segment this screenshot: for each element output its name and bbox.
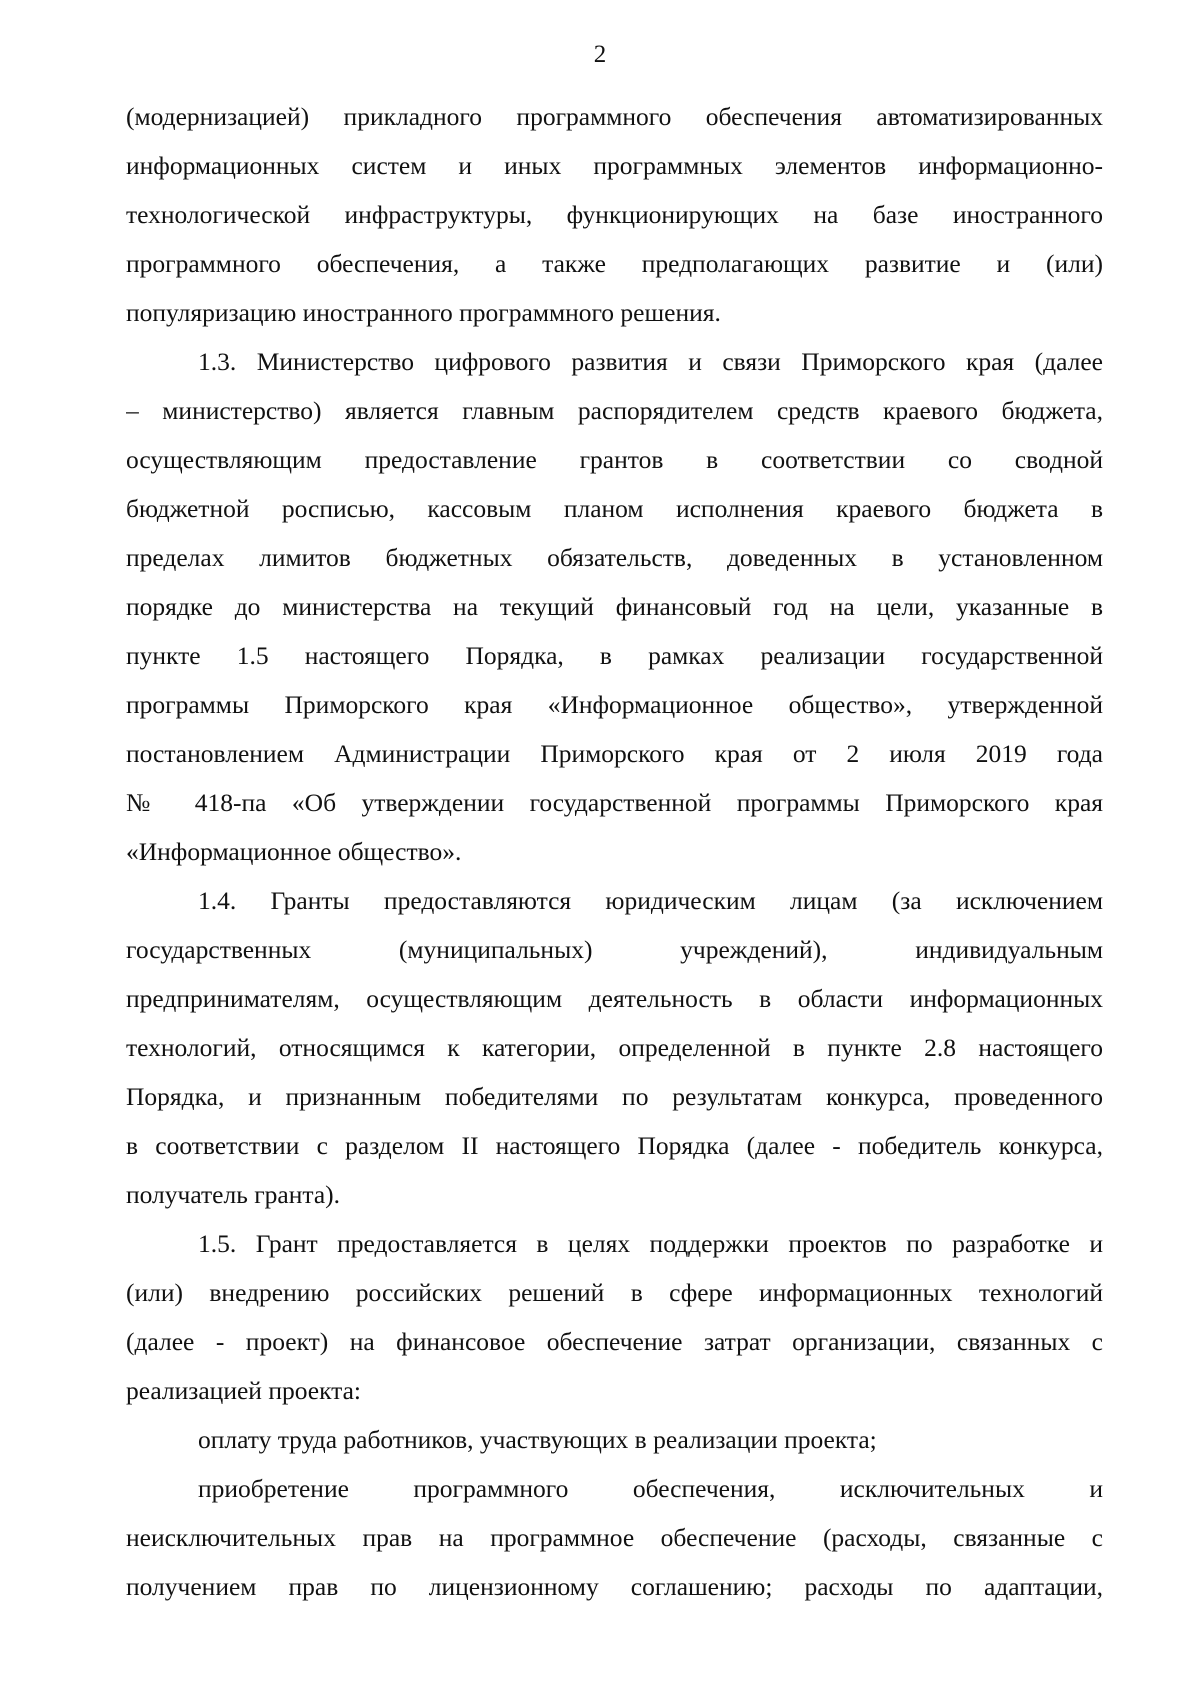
text-line: 1.3. Министерство цифрового развития и связи Приморского края (далее — [198, 347, 1103, 376]
text-line: реализацией проекта: — [126, 1376, 362, 1405]
text-line: в соответствии с разделом II настоящего Порядка (далее - победитель конкурса, — [126, 1131, 1103, 1160]
text-line: постановлением Администрации Приморского края от 2 июля 2019 года — [126, 739, 1103, 768]
text-line: (модернизацией) прикладного программного обеспечения автоматизированных — [126, 102, 1103, 131]
text-line: программного обеспечения, а также предполагающих развитие и (или) — [126, 249, 1103, 278]
text-line: – министерство) является главным распорядителем средств краевого бюджета, — [126, 396, 1103, 425]
text-line: бюджетной росписью, кассовым планом исполнения краевого бюджета в — [126, 494, 1103, 523]
text-line: программы Приморского края «Информационное общество», утвержденной — [126, 690, 1103, 719]
page-number: 2 — [593, 41, 607, 68]
text-line: технологической инфраструктуры, функционирующих на базе иностранного — [126, 200, 1103, 229]
text-line: получением прав по лицензионному соглашению; расходы по адаптации, — [126, 1572, 1103, 1601]
text-line: неисключительных прав на программное обеспечение (расходы, связанные с — [126, 1523, 1103, 1552]
text-line: информационных систем и иных программных элементов информационно- — [126, 151, 1103, 180]
text-line: № 418-па «Об утверждении государственной программы Приморского края — [126, 788, 1103, 817]
text-line: пункте 1.5 настоящего Порядка, в рамках реализации государственной — [126, 641, 1103, 670]
text-line: оплату труда работников, участвующих в реализации проекта; — [198, 1425, 877, 1454]
text-line: предпринимателям, осуществляющим деятельность в области информационных — [126, 984, 1103, 1013]
text-line: 1.5. Грант предоставляется в целях поддержки проектов по разработке и — [198, 1229, 1103, 1258]
text-line: приобретение программного обеспечения, исключительных и — [198, 1474, 1103, 1503]
text-line: осуществляющим предоставление грантов в соответствии со сводной — [126, 445, 1103, 474]
document-body — [126, 92, 1103, 1611]
text-line: 1.4. Гранты предоставляются юридическим лицам (за исключением — [198, 886, 1103, 915]
text-line: (или) внедрению российских решений в сфере информационных технологий — [126, 1278, 1103, 1307]
text-line: порядке до министерства на текущий финансовый год на цели, указанные в — [126, 592, 1103, 621]
text-line: технологий, относящимся к категории, определенной в пункте 2.8 настоящего — [126, 1033, 1103, 1062]
text-line: «Информационное общество». — [126, 837, 462, 866]
text-line: популяризацию иностранного программного решения. — [126, 298, 721, 327]
text-line: пределах лимитов бюджетных обязательств, доведенных в установленном — [126, 543, 1103, 572]
text-line: Порядка, и признанным победителями по результатам конкурса, проведенного — [126, 1082, 1103, 1111]
text-line: (далее - проект) на финансовое обеспечение затрат организации, связанных с — [126, 1327, 1103, 1356]
text-line: получатель гранта). — [126, 1180, 341, 1209]
text-line: государственных (муниципальных) учреждений), индивидуальным — [126, 935, 1103, 964]
